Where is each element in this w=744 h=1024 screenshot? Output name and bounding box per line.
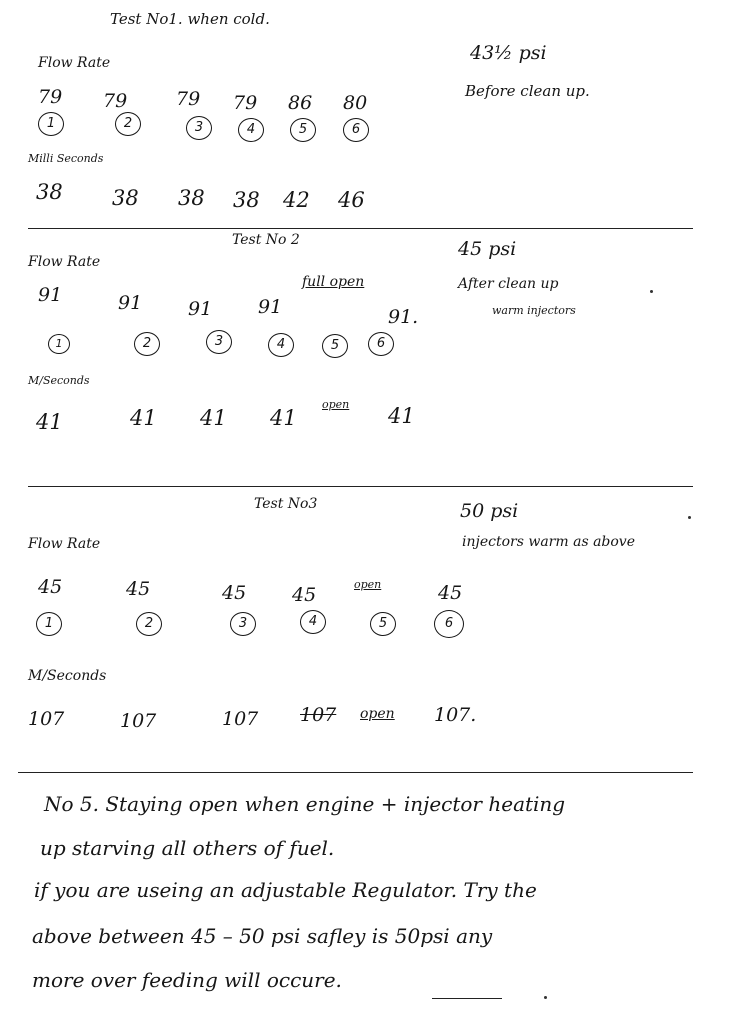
test2-flow-4: 91 <box>258 296 283 318</box>
test1-flow-6: 80 <box>343 92 368 114</box>
test2-injector-3: 3 <box>206 330 232 354</box>
test2-ms-1: 41 <box>36 410 63 434</box>
test1-injector-3: 3 <box>186 116 212 140</box>
test3-flow-3: 45 <box>222 582 247 604</box>
test3-injector-5: 5 <box>370 612 396 636</box>
section-divider-2 <box>28 486 693 487</box>
test2-open-label: open <box>322 398 350 411</box>
test2-ms-3: 41 <box>200 406 227 430</box>
test2-ms-4: 41 <box>270 406 297 430</box>
test2-injector-6: 6 <box>368 332 394 356</box>
test2-flow-3: 91 <box>188 298 213 320</box>
test2-title: Test No 2 <box>232 232 300 248</box>
test1-flow-5: 86 <box>288 92 313 114</box>
test1-flow-2: 79 <box>103 90 128 112</box>
test3-flow-2: 45 <box>126 578 151 600</box>
test3-ms-2: 107 <box>120 710 157 732</box>
test2-note-1: After clean up <box>458 276 559 292</box>
test1-injector-4: 4 <box>238 118 264 142</box>
test1-ms-3: 38 <box>178 186 205 210</box>
note-line-2: up starving all others of fuel. <box>40 836 335 860</box>
test1-ms-4: 38 <box>233 188 260 212</box>
test3-ms-6: 107. <box>434 704 477 726</box>
test3-title: Test No3 <box>254 496 318 512</box>
test2-ms-6: 41 <box>388 404 415 428</box>
test2-ms-2: 41 <box>130 406 157 430</box>
test1-flow-label: Flow Rate <box>38 55 111 71</box>
test1-flow-3: 79 <box>176 88 201 110</box>
test1-note: Before clean up. <box>465 82 590 100</box>
test1-ms-6: 46 <box>338 188 365 212</box>
test3-injector-4: 4 <box>300 610 326 634</box>
test3-ms-4-struck: 107 <box>300 704 337 726</box>
test3-flow-4: 45 <box>292 584 317 606</box>
test1-injector-6: 6 <box>343 118 369 142</box>
test3-injector-3: 3 <box>230 612 256 636</box>
test2-injector-4: 4 <box>268 333 294 357</box>
test3-open-label: open <box>354 578 382 591</box>
test3-ms-label: M/Seconds <box>28 668 107 684</box>
note-line-4: above between 45 – 50 psi safley is 50psi any <box>32 924 493 948</box>
test2-full-open: full open <box>302 274 365 290</box>
test3-ms-1: 107 <box>28 708 65 730</box>
test2-ms-label: M/Seconds <box>28 374 90 387</box>
test1-psi: 43½ psi <box>470 42 547 64</box>
test3-flow-label: Flow Rate <box>28 536 101 552</box>
section-divider-3 <box>18 772 693 773</box>
test3-ms-open: open <box>360 706 395 722</box>
test2-note-2: warm injectors <box>492 304 576 317</box>
end-stroke <box>432 998 502 999</box>
test1-injector-1: 1 <box>38 112 64 136</box>
note-line-3: if you are useing an adjustable Regulator. Try the <box>34 878 537 902</box>
test3-psi: 50 psi <box>460 500 519 522</box>
test1-ms-label: Milli Seconds <box>28 152 104 165</box>
test2-flow-1: 91 <box>38 284 63 306</box>
note-line-5: more over feeding will occure. <box>32 968 342 992</box>
test1-flow-4: 79 <box>233 92 258 114</box>
test2-flow-2: 91 <box>118 292 143 314</box>
test1-title: Test No1. when cold. <box>110 10 270 28</box>
test2-flow-6: 91. <box>388 306 419 328</box>
note-line-1: No 5. Staying open when engine + injector heating <box>44 792 566 816</box>
test3-flow-6: 45 <box>438 582 463 604</box>
test1-injector-5: 5 <box>290 118 316 142</box>
test1-ms-2: 38 <box>112 186 139 210</box>
section-divider-1 <box>28 228 693 229</box>
test1-injector-2: 2 <box>115 112 141 136</box>
test1-ms-1: 38 <box>36 180 63 204</box>
test3-note: injectors warm as above <box>462 534 636 550</box>
test2-flow-label: Flow Rate <box>28 254 101 270</box>
test2-injector-2: 2 <box>134 332 160 356</box>
test3-injector-2: 2 <box>136 612 162 636</box>
test1-flow-1: 79 <box>38 86 63 108</box>
test3-ms-3: 107 <box>222 708 259 730</box>
test1-ms-5: 42 <box>283 188 310 212</box>
test3-injector-1: 1 <box>36 612 62 636</box>
test2-injector-1: 1 <box>48 334 70 354</box>
test2-injector-5: 5 <box>322 334 348 358</box>
test2-psi: 45 psi <box>458 238 517 260</box>
test3-flow-1: 45 <box>38 576 63 598</box>
test3-injector-6: 6 <box>434 610 464 638</box>
